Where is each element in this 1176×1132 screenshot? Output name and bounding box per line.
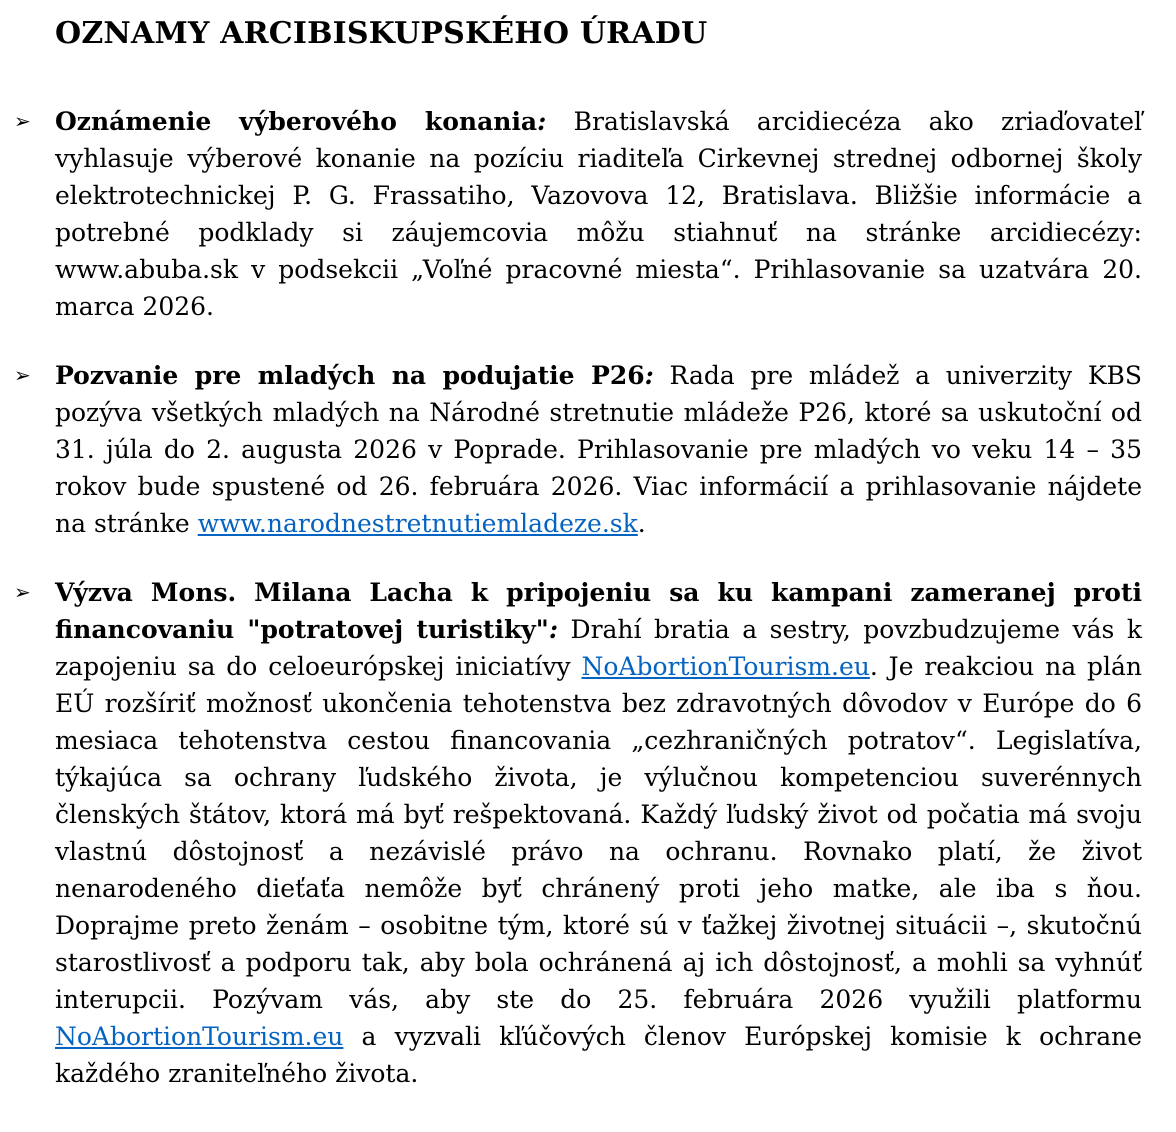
announcement-text [55,574,1142,1092]
bullet-arrow-icon: ➢ [14,109,31,133]
bullet-arrow-icon: ➢ [14,363,31,387]
announcement-body-text: Drahí bratia a sestry, povzbudzujeme vás k zapojeniu sa do celoeurópskej iniciatívy [55,615,1142,681]
announcement-item [14,574,1142,1092]
page-title: OZNAMY ARCIBISKUPSKÉHO ÚRADU [55,16,708,51]
announcement-text [55,357,1142,542]
announcement-list [14,103,1142,1092]
announcement-body-text: Rada pre mládež a univerzity KBS pozýva všetkých mladých na Národné stretnutie mládeže P26, ktoré sa uskutoční od 31. júla do 2. augusta 2026 v Poprade. Prihlasovanie pre mladých vo veku 14 – 35 rokov bude spustené od 26. februára 2026. Viac informácií a prihlasovanie nájdete na stránke [55,361,1143,538]
announcement-body-text: . Je reakciou na plán EÚ rozšíriť možnosť ukončenia tehotenstva bez zdravotných dôvodov v Európe do 6 mesiaca tehotenstva cestou financovania „cezhraničných potratov“. Legislatíva, týkajúca sa ochrany ľudského života, je výlučnou kompetenciou suverénnych členských štátov, ktorá má byť rešpektovaná. Každý ľudský život od počatia má svoju vlastnú dôstojnosť a nezávislé právo na ochranu. Rovnako platí, že život nenarodeného dieťaťa nemôže byť chránený proti jeho matke, ale iba s ňou. Doprajme preto ženám – osobitne tým, ktoré sú v ťažkej životnej situácii –, skutočnú starostlivosť a podporu tak, aby bola ochránená aj ich dôstojnosť, a mohli sa vyhnúť interupcii. Pozývam vás, aby ste do 25. februára 2026 využili platformu [55,652,1142,1014]
announcement-item [14,357,1142,542]
announcement-lead-text: Pozvanie pre mladých na podujatie P26 [55,361,645,390]
announcement-item [14,103,1142,325]
announcement-body-text: . [637,509,646,538]
announcement-body-text: Bratislavská arcidiecéza ako zriaďovateľ vyhlasuje výberové konanie na pozíciu riaditeľa Cirkevnej strednej odbornej školy elektrotechnickej P. G. Frassatiho, Vazovova 12, Bratislava. Bližšie informácie a potrebné podklady si záujemcovia môžu stiahnuť na stránke arcidiecézy: www.abuba.sk v podsekcii „Voľné pracovné miesta“. Prihlasovanie sa uzatvára 20. marca 2026. [55,107,1142,321]
bullet-arrow-icon: ➢ [14,580,31,604]
link-narodne-stretnutie-mladeze[interactable]: www.narodnestretnutiemladeze.sk [197,509,638,538]
announcement-text [55,103,1142,325]
announcement-lead-text: : [548,615,559,644]
announcement-lead-text: Oznámenie výberového konania [55,107,538,136]
announcement-lead-text: : [644,361,654,390]
link-noabortiontourism-2[interactable]: NoAbortionTourism.eu [55,1022,344,1051]
announcement-lead-text: : [537,107,547,136]
link-noabortiontourism-1[interactable]: NoAbortionTourism.eu [581,652,870,681]
announcement-lead-text: Výzva Mons. Milana Lacha k pripojeniu sa ku kampani zameranej proti financovaniu "potratovej turistiky" [55,578,1142,644]
announcement-body-text: a vyzvali kľúčových členov Európskej komisie k ochrane každého zraniteľného života. [55,1022,1142,1088]
